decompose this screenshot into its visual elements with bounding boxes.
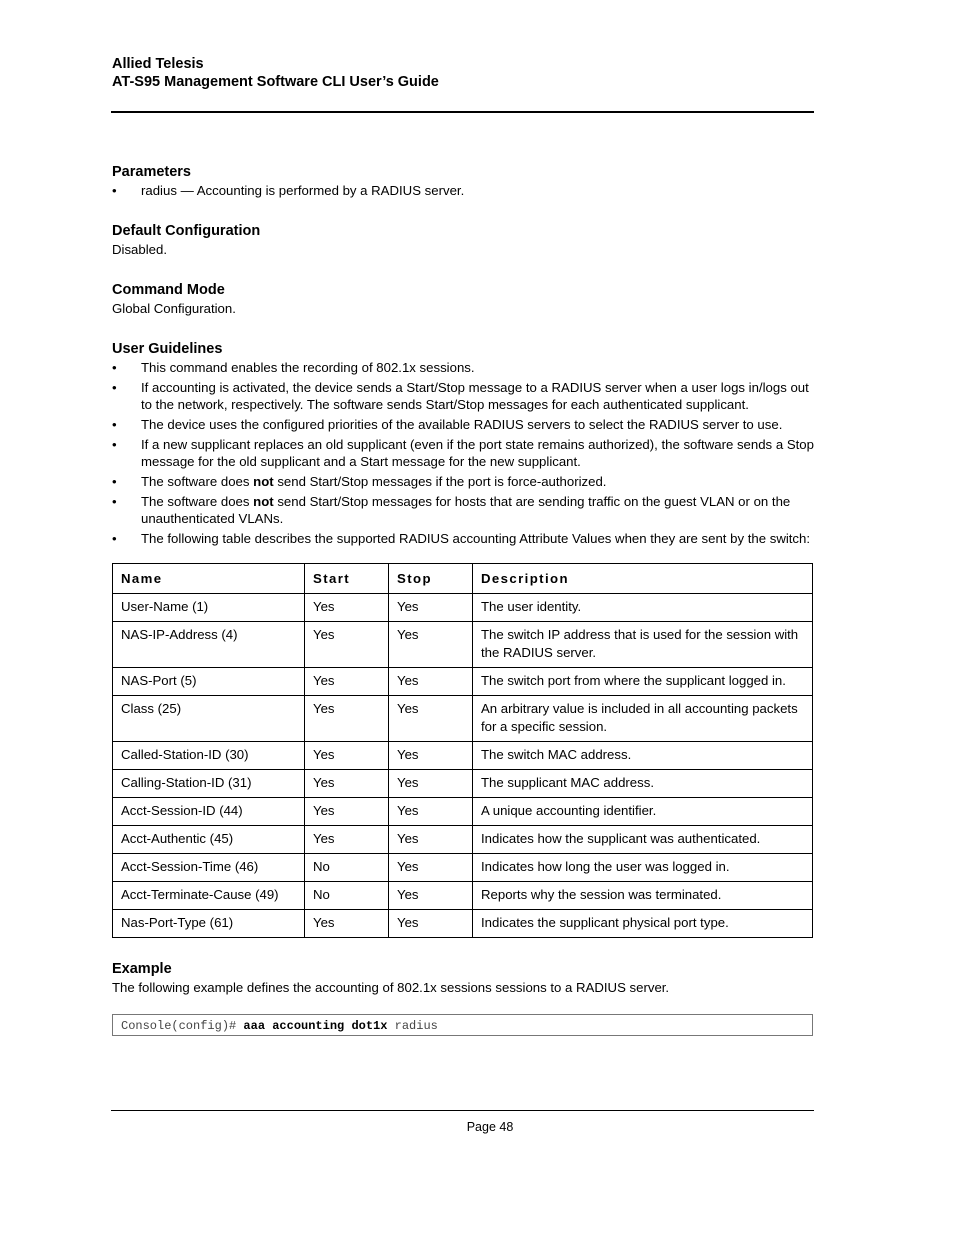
bullet-icon: • xyxy=(112,531,117,546)
guideline-emphasis: not xyxy=(253,494,274,509)
code-example xyxy=(112,1014,813,1036)
guideline-text: If accounting is activated, the device sends a Start/Stop message to a RADIUS server when a user logs in/logs out to the network, respectively. The software sends Start/Stop messages for each authenticated supplicant. xyxy=(141,380,809,412)
main-content xyxy=(112,163,814,1036)
table-cell: The supplicant MAC address. xyxy=(473,770,813,798)
table-cell: Yes xyxy=(305,798,389,826)
table-cell: Yes xyxy=(389,826,473,854)
table-row xyxy=(113,696,813,742)
page-header xyxy=(112,55,439,91)
guideline-item xyxy=(112,493,814,527)
guidelines-section xyxy=(112,340,814,938)
table-cell: NAS-Port (5) xyxy=(113,668,305,696)
example-section xyxy=(112,960,814,1036)
table-cell: Yes xyxy=(305,594,389,622)
table-cell: Nas-Port-Type (61) xyxy=(113,910,305,938)
guide-title: AT-S95 Management Software CLI User’s Guide xyxy=(112,74,439,90)
table-cell: Class (25) xyxy=(113,696,305,742)
table-cell: Yes xyxy=(389,770,473,798)
table-cell: Yes xyxy=(389,696,473,742)
guideline-item xyxy=(112,530,814,547)
bullet-icon: • xyxy=(112,360,117,375)
bullet-icon: • xyxy=(112,380,117,395)
column-header: Start xyxy=(305,564,389,594)
code-prompt: Console(config)# xyxy=(121,1019,237,1033)
table-row xyxy=(113,594,813,622)
table-cell: Indicates how the supplicant was authenticated. xyxy=(473,826,813,854)
table-row xyxy=(113,668,813,696)
guideline-text-end: send Start/Stop messages for hosts that are sending traffic on the guest VLAN or on the unauthenticated VLANs. xyxy=(141,494,791,526)
table-cell: Indicates the supplicant physical port type. xyxy=(473,910,813,938)
table-cell: Yes xyxy=(305,910,389,938)
guideline-item xyxy=(112,379,814,413)
guideline-item xyxy=(112,416,814,433)
example-heading: Example xyxy=(112,961,172,977)
default-config-heading: Default Configuration xyxy=(112,223,261,239)
page-number: Page 48 xyxy=(466,1120,514,1134)
table-row xyxy=(113,882,813,910)
table-cell: Acct-Terminate-Cause (49) xyxy=(113,882,305,910)
example-text: The following example defines the accounting of 802.1x sessions sessions to a RADIUS server. xyxy=(112,980,670,995)
command-mode-text: Global Configuration. xyxy=(112,301,236,316)
table-cell: Yes xyxy=(305,668,389,696)
table-row xyxy=(113,826,813,854)
table-cell: Yes xyxy=(389,798,473,826)
table-cell: A unique accounting identifier. xyxy=(473,798,813,826)
table-row xyxy=(113,798,813,826)
bullet-icon: • xyxy=(112,474,117,489)
table-cell: Indicates how long the user was logged in. xyxy=(473,854,813,882)
guideline-text: The following table describes the supported RADIUS accounting Attribute Values when they are sent by the switch: xyxy=(141,531,811,546)
bullet-icon: • xyxy=(112,494,117,509)
table-cell: Reports why the session was terminated. xyxy=(473,882,813,910)
footer-rule xyxy=(111,1110,814,1111)
guideline-text: The device uses the configured priorities of the available RADIUS servers to select the RADIUS server to use. xyxy=(141,417,783,432)
parameters-heading: Parameters xyxy=(112,164,191,180)
parameters-section xyxy=(112,163,814,199)
parameter-item xyxy=(112,182,814,199)
guideline-text-end: send Start/Stop messages if the port is force-authorized. xyxy=(273,474,607,489)
guideline-text: This command enables the recording of 802.1x sessions. xyxy=(141,360,475,375)
header-rule xyxy=(111,111,814,113)
column-header: Name xyxy=(113,564,305,594)
table-body xyxy=(113,594,813,938)
command-mode-section xyxy=(112,281,814,317)
bullet-icon: • xyxy=(112,437,117,452)
table-row xyxy=(113,742,813,770)
table-row xyxy=(113,770,813,798)
table-cell: Yes xyxy=(305,770,389,798)
table-row xyxy=(113,910,813,938)
table-cell: Yes xyxy=(389,668,473,696)
table-cell: Yes xyxy=(305,742,389,770)
guidelines-heading: User Guidelines xyxy=(112,341,223,357)
table-cell: Called-Station-ID (30) xyxy=(113,742,305,770)
table-row xyxy=(113,622,813,668)
table-cell: The switch port from where the supplicant logged in. xyxy=(473,668,813,696)
table-cell: Yes xyxy=(389,594,473,622)
guideline-emphasis: not xyxy=(253,474,274,489)
table-cell: Yes xyxy=(389,622,473,668)
table-cell: Calling-Station-ID (31) xyxy=(113,770,305,798)
table-cell: No xyxy=(305,882,389,910)
table-cell: The switch IP address that is used for the session with the RADIUS server. xyxy=(473,622,813,668)
table-cell: The switch MAC address. xyxy=(473,742,813,770)
default-config-section xyxy=(112,222,814,258)
table-header-row xyxy=(113,564,813,594)
guidelines-list xyxy=(112,359,814,547)
guideline-text: If a new supplicant replaces an old supplicant (even if the port state remains authorized), the software sends a Stop message for the old supplicant and a Start message for the new supplicant. xyxy=(141,437,814,469)
attributes-table xyxy=(112,563,813,938)
guideline-item xyxy=(112,473,814,490)
guideline-item xyxy=(112,359,814,376)
table-cell: Yes xyxy=(305,696,389,742)
table-cell: Acct-Session-ID (44) xyxy=(113,798,305,826)
command-mode-heading: Command Mode xyxy=(112,282,225,298)
guideline-text: The software does xyxy=(141,494,254,509)
table-cell: NAS-IP-Address (4) xyxy=(113,622,305,668)
column-header: Description xyxy=(473,564,813,594)
code-command: aaa accounting dot1x xyxy=(243,1019,388,1033)
table-cell: An arbitrary value is included in all accounting packets for a specific session. xyxy=(473,696,813,742)
table-cell: User-Name (1) xyxy=(113,594,305,622)
column-header: Stop xyxy=(389,564,473,594)
company-name: Allied Telesis xyxy=(112,56,204,72)
table-cell: No xyxy=(305,854,389,882)
table-cell: Yes xyxy=(389,854,473,882)
table-row xyxy=(113,854,813,882)
parameters-list xyxy=(112,182,814,199)
bullet-icon: • xyxy=(112,417,117,432)
table-cell: Acct-Session-Time (46) xyxy=(113,854,305,882)
default-config-text: Disabled. xyxy=(112,242,167,257)
guideline-text: The software does xyxy=(141,474,254,489)
table-cell: Yes xyxy=(305,826,389,854)
guideline-item xyxy=(112,436,814,470)
bullet-icon: • xyxy=(112,183,117,198)
table-cell: The user identity. xyxy=(473,594,813,622)
table-cell: Yes xyxy=(389,882,473,910)
parameter-text: radius — Accounting is performed by a RADIUS server. xyxy=(141,183,465,198)
table-cell: Yes xyxy=(389,910,473,938)
table-cell: Acct-Authentic (45) xyxy=(113,826,305,854)
code-argument: radius xyxy=(394,1019,438,1033)
table-cell: Yes xyxy=(389,742,473,770)
table-cell: Yes xyxy=(305,622,389,668)
